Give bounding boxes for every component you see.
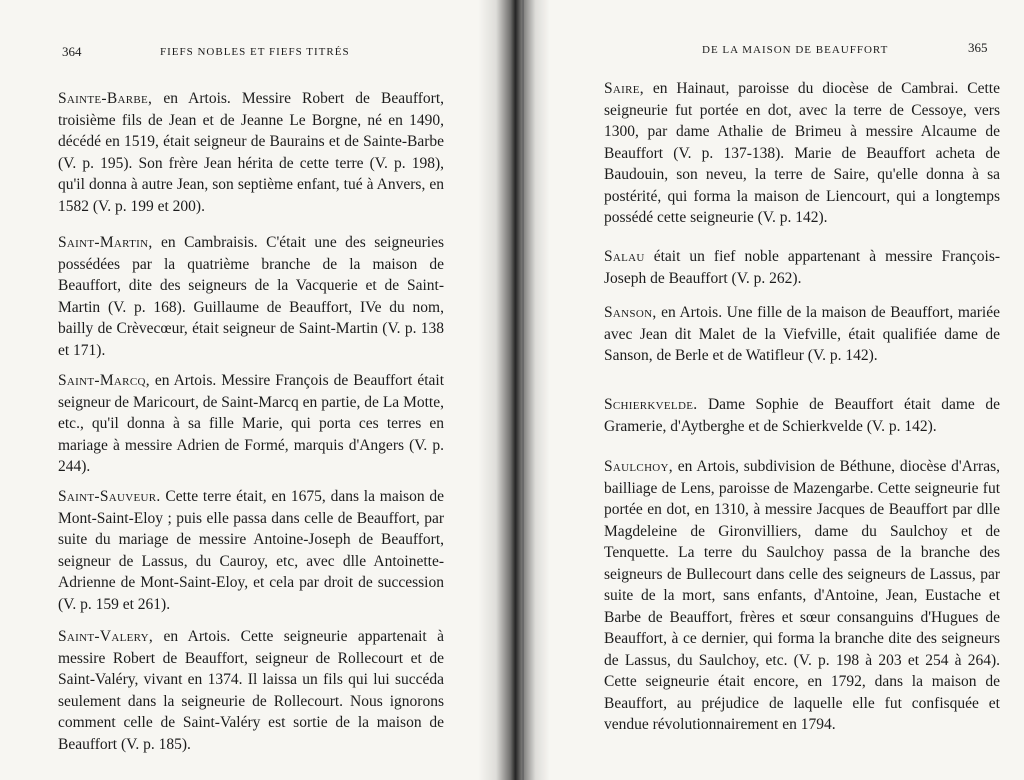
running-head: FIEFS NOBLES ET FIEFS TITRÉS [160, 46, 350, 58]
left-page [0, 0, 478, 780]
entry-head: Saint-Martin, [58, 234, 153, 251]
entry-head: Saint-Valery, [58, 628, 154, 645]
entry-head: Saint-Marcq, [58, 372, 150, 389]
entry-salau [604, 246, 1000, 289]
entry-saint-martin [58, 232, 444, 361]
entry-head: Salau [604, 248, 645, 265]
entry-saint-sauveur [58, 486, 444, 615]
entry-body: en Artois. Une fille de la maison de Beauffort, mariée avec Jean dit Malet de la Viefville, était qualifiée dame de Sanson, de Berle et de Watifleur (V. p. 142). [604, 304, 1000, 364]
entry-body: en Artois, subdivision de Béthune, diocèse d'Arras, bailliage de Lens, paroisse de Mazengarbe. Cette seigneurie fut portée en dot, en 1310, à messire Jacques de Beauffort par dlle Magdeleine de Gironvilliers, dame du Saulchoy et de Tenquette. La terre du Saulchoy passa de la branche des seigneurs de Bullecourt dans celle des seigneurs de Lassus, par suite de la mort, sans enfants, d'Antoine, Jean, Eustache et Barbe de Beauffort, frères et sœur consanguins d'Hugues de Beauffort, à ce dernier, qui forma la branche dite des seigneurs de Lassus, du Saulchoy, etc. (V. p. 198 à 203 et 254 à 264). Cette seigneurie était encore, en 1792, dans la maison de Beauffort, au préjudice de laquelle elle fut confisquée et vendue révolutionnairement en 1794. [604, 458, 1000, 733]
entry-head: Sanson, [604, 304, 657, 321]
entry-sanson [604, 302, 1000, 367]
entry-head: Saire, [604, 80, 644, 97]
entry-body: Dame Sophie de Beauffort était dame de Gramerie, d'Aytberghe et de Schierkvelde (V. p. 142). [604, 396, 1000, 435]
gutter-fold-line [522, 0, 524, 780]
entry-body: était un fief noble appartenant à messire François-Joseph de Beauffort (V. p. 262). [604, 248, 1001, 287]
entry-body: en Hainaut, paroisse du diocèse de Cambrai. Cette seigneurie fut portée en dot, avec la terre de Cessoye, vers 1300, par dame Athalie de Brimeu à messire Alcaume de Beauffort (V. p. 137-138). Marie de Beauffort acheta de Baudouin, son neveu, la terre de Saire, qu'elle donna à sa postérité, qui forma la maison de Liencourt, qui a longtemps possédé cette seigneurie (V. p. 142). [604, 80, 1000, 226]
page-number: 365 [968, 40, 988, 55]
page-number: 364 [62, 44, 82, 59]
entry-saulchoy [604, 456, 1000, 736]
right-page [550, 0, 1024, 780]
entry-body: en Artois. Messire François de Beauffort était seigneur de Maricourt, de Saint-Marcq en partie, de La Motte, etc., qu'il donna à sa fille Marie, qui porta ces terres en mariage à messire Adrien de Formé, marquis d'Angers (V. p. 244). [58, 372, 444, 475]
entry-schierkvelde [604, 394, 1000, 437]
running-head: DE LA MAISON DE BEAUFFORT [702, 44, 889, 56]
entry-saint-valery [58, 626, 444, 755]
entry-body: en Artois. Messire Robert de Beauffort, troisième fils de Jean et de Jeanne Le Borgne, né en 1490, décédé en 1519, était seigneur de Baurains et de Sainte-Barbe (V. p. 195). Son frère Jean hérita de cette terre (V. p. 198), qu'il donna à autre Jean, son septième enfant, tué à Anvers, en 1582 (V. p. 199 et 200). [58, 90, 445, 215]
entry-body: en Cambraisis. C'était une des seigneuries possédées par la quatrième branche de la maison de Beauffort, dite des seigneurs de la Vacquerie et de Saint-Martin (V. p. 168). Guillaume de Beauffort, IVe du nom, bailly de Crèvecœur, était seigneur de Saint-Martin (V. p. 138 et 171). [58, 234, 444, 359]
entry-head: Saint-Sauveur. [58, 488, 161, 505]
book-gutter [478, 0, 550, 780]
entry-head: Sainte-Barbe, [58, 90, 153, 107]
entry-saire [604, 78, 1000, 229]
entry-body: en Artois. Cette seigneurie appartenait à messire Robert de Beauffort, seigneur de Rollecourt et de Saint-Valéry, vivant en 1374. Il laissa un fils qui lui succéda seulement dans la seigneurie de Rollecourt. Nous ignorons comment celle de Saint-Valéry est sortie de la maison de Beauffort (V. p. 185). [58, 628, 444, 753]
entry-body: Cette terre était, en 1675, dans la maison de Mont-Saint-Eloy ; puis elle passa dans celle de Beauffort, par suite du mariage de messire Antoine-Joseph de Beauffort, seigneur de Lassus, du Cauroy, etc, avec dlle Antoinette-Adrienne de Mont-Saint-Eloy, et cela par droit de succession (V. p. 159 et 261). [58, 488, 444, 613]
entry-sainte-barbe [58, 88, 444, 217]
entry-saint-marcq [58, 370, 444, 478]
entry-head: Schierkvelde. [604, 396, 698, 413]
entry-head: Saulchoy, [604, 458, 673, 475]
